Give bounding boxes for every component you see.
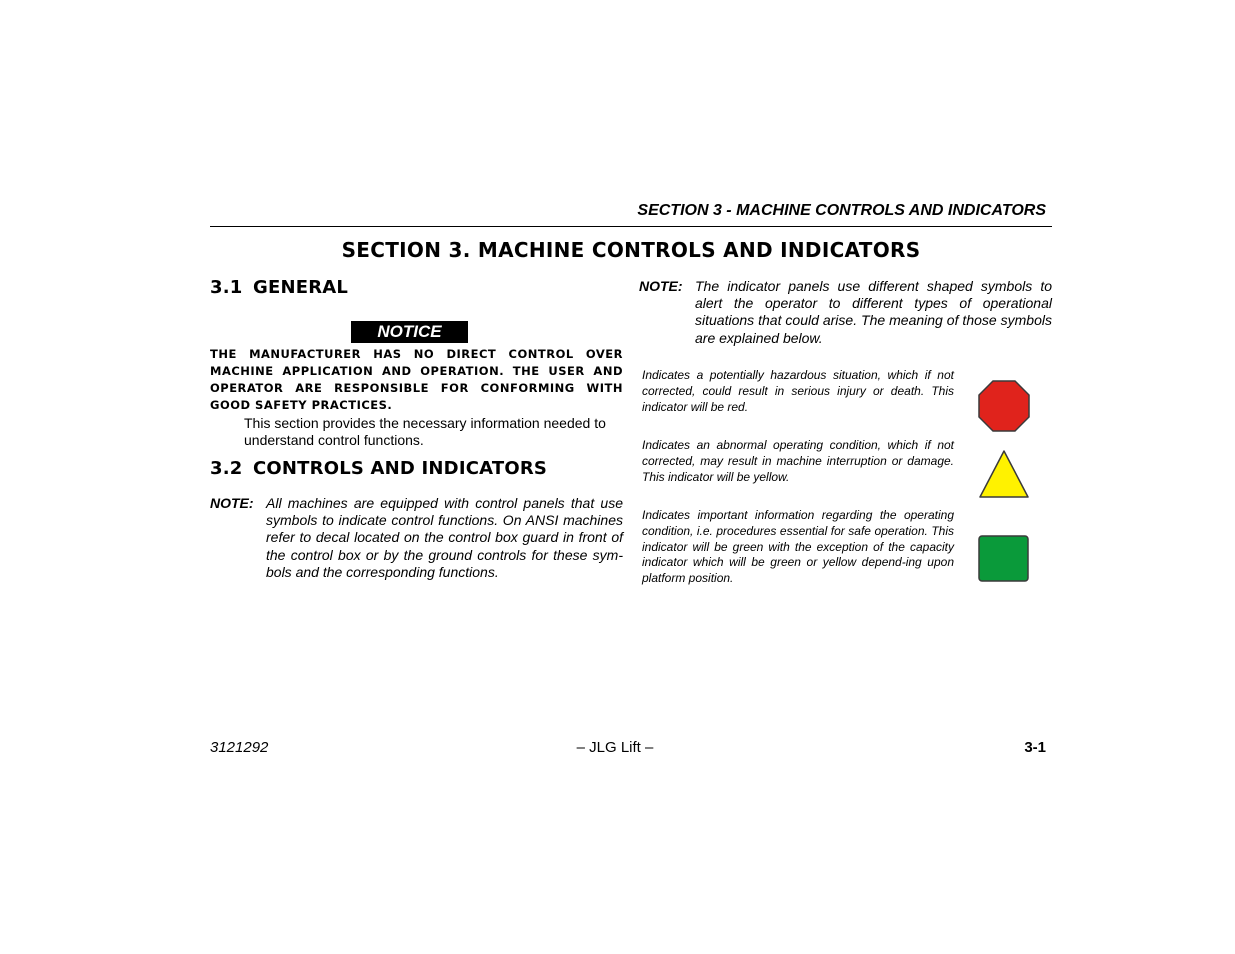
controls-note <box>210 495 623 581</box>
footer-page-number: 3-1 <box>1024 739 1046 756</box>
indicator-panels-note <box>639 278 1052 347</box>
footer-doc-number: 3121292 <box>210 739 269 756</box>
section-title: SECTION 3. MACHINE CONTROLS AND INDICATORS <box>341 238 921 262</box>
note-text: The indicator panels use different shaped symbols to alert the operator to different types of operational situations that could arise. The meaning of those symbols are explained below. <box>695 278 1052 346</box>
indicator-green-description: Indicates important information regarding the operating condition, i.e. procedures essential for safe operation. This indicator will be green with the exception of the capacity indicator which will be green or yellow depend-ing upon platform position. <box>642 508 954 586</box>
heading-number: 3.1 <box>210 277 243 298</box>
note-label: NOTE: <box>210 495 254 511</box>
heading-text: GENERAL <box>253 277 349 298</box>
notice-text: THE MANUFACTURER HAS NO DIRECT CONTROL OVER MACHINE APPLICATION AND OPERATION. THE USER AND OPERATOR ARE RESPONSIBLE FOR CONFORMING WITH GOOD SAFETY PRACTICES. <box>210 347 623 412</box>
heading-text: CONTROLS AND INDICATORS <box>253 458 548 479</box>
running-header: SECTION 3 - MACHINE CONTROLS AND INDICATORS <box>637 202 1046 219</box>
indicator-yellow-description: Indicates an abnormal operating condition, which if not corrected, may result in machine interruption or damage. This indicator will be yellow. <box>642 438 954 484</box>
red-octagon-icon <box>975 378 1033 434</box>
heading-controls <box>210 458 547 479</box>
notice-badge: NOTICE <box>351 321 468 343</box>
note-label: NOTE: <box>639 278 683 294</box>
indicator-red-description: Indicates a potentially hazardous situation, which if not corrected, could result in serious injury or death. This indicator will be red. <box>642 368 954 414</box>
green-square-icon <box>975 533 1033 585</box>
heading-general <box>210 277 348 298</box>
note-text: All machines are equipped with control panels that use symbols to indicate control functions. On ANSI machines refer to decal located on the control box guard in front of the control box or by the ground controls for these sym-bols and the corresponding functions. <box>266 495 623 580</box>
heading-number: 3.2 <box>210 458 243 479</box>
general-body-text: This section provides the necessary information needed to understand control functions. <box>244 415 606 448</box>
yellow-triangle-icon <box>975 448 1033 500</box>
footer-center: – JLG Lift – <box>576 739 654 756</box>
header-rule <box>210 226 1052 227</box>
